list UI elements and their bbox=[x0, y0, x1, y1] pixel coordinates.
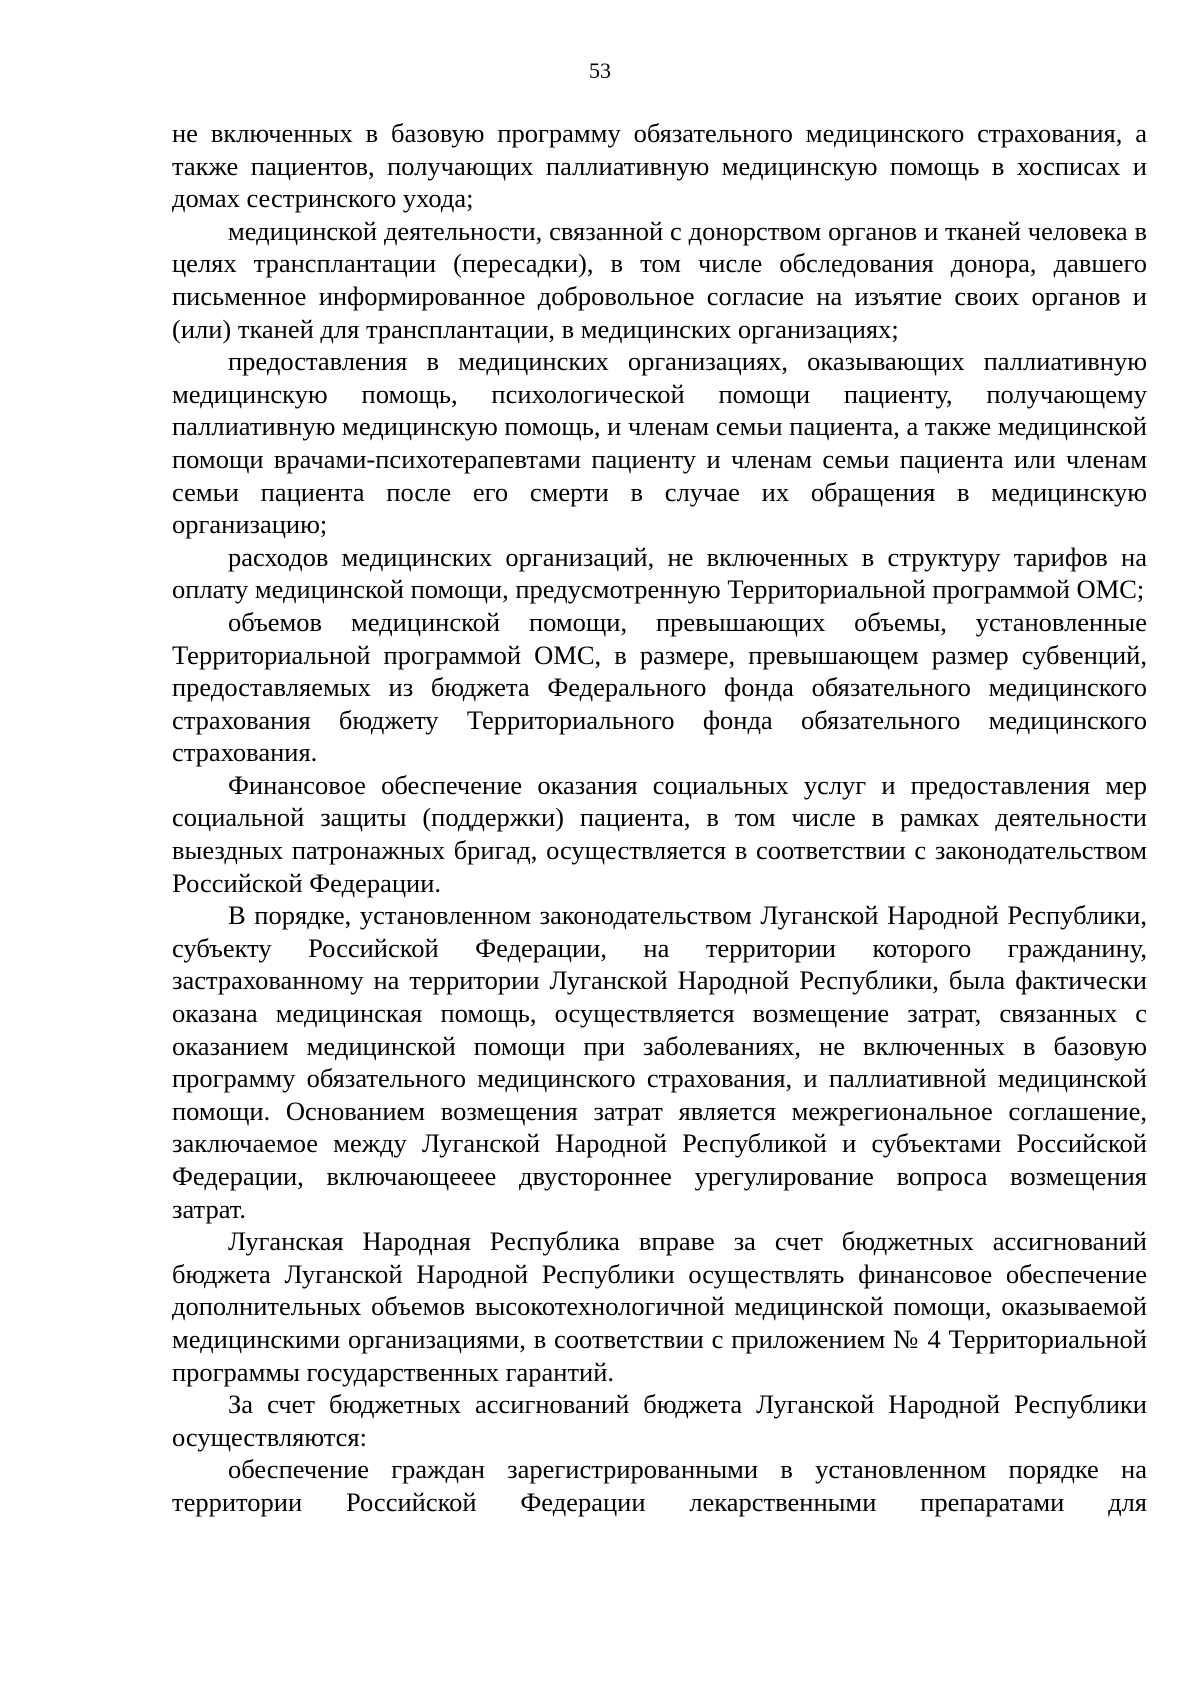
paragraph: не включенных в базовую программу обязательного медицинского страхования, а также пациентов, получающих паллиативную медицинскую помощь в хосписах и домах сестринского ухода; bbox=[172, 118, 1147, 214]
document-body bbox=[172, 117, 1147, 1519]
paragraph: предоставления в медицинских организациях, оказывающих паллиативную медицинскую помощь, психологической помощи пациенту, получающему паллиативную медицинскую помощь, и членам семьи пациента, а также медицинской помощи врачами-психотерапевтами пациенту и членам семьи пациента или членам семьи пациента после его смерти в случае их обращения в медицинскую организацию; bbox=[172, 346, 1147, 540]
paragraph: За счет бюджетных ассигнований бюджета Луганской Народной Республики осуществляются: bbox=[172, 1389, 1147, 1452]
paragraph: Финансовое обеспечение оказания социальных услуг и предоставления мер социальной защиты (поддержки) пациента, в том числе в рамках деятельности выездных патронажных бригад, осуществляется в соответствии с законодательством Российской Федерации. bbox=[172, 769, 1147, 898]
paragraph: медицинской деятельности, связанной с донорством органов и тканей человека в целях трансплантации (пересадки), в том числе обследования донора, давшего письменное информированное добровольное согласие на изъятие своих органов и (или) тканей для трансплантации, в медицинских организациях; bbox=[172, 215, 1147, 344]
paragraph: Луганская Народная Республика вправе за счет бюджетных ассигнований бюджета Луганской Народной Республики осуществлять финансовое обеспечение дополнительных объемов высокотехнологичной медицинской помощи, оказываемой медицинскими организациями, в соответствии с приложением № 4 Территориальной программы государственных гарантий. bbox=[172, 1226, 1147, 1387]
paragraph: расходов медицинских организаций, не включенных в структуру тарифов на оплату медицинской помощи, предусмотренную Территориальной программой ОМС; bbox=[172, 541, 1147, 605]
paragraph: обеспечение граждан зарегистрированными в установленном порядке на территории Российской Федерации лекарственными препаратами для bbox=[172, 1454, 1147, 1517]
page-number: 53 bbox=[589, 58, 611, 83]
paragraph: В порядке, установленном законодательством Луганской Народной Республики, субъекту Российской Федерации, на территории которого гражданину, застрахованному на территории Луганской Народной Республики, была фактически оказана медицинская помощь, осуществляется возмещение затрат, связанных с оказанием медицинской помощи при заболеваниях, не включенных в базовую программу обязательного медицинского страхования, и паллиативной медицинской помощи. Основанием возмещения затрат является межрегиональное соглашение, заключаемое между Луганской Народной Республикой и субъектами Российской Федерации, включающееее двустороннее урегулирование вопроса возмещения затрат. bbox=[172, 900, 1147, 1224]
paragraph: объемов медицинской помощи, превышающих объемы, установленные Территориальной программой ОМС, в размере, превышающем размер субвенций, предоставляемых из бюджета Федерального фонда обязательного медицинского страхования бюджету Территориального фонда обязательного медицинского страхования. bbox=[172, 606, 1147, 768]
